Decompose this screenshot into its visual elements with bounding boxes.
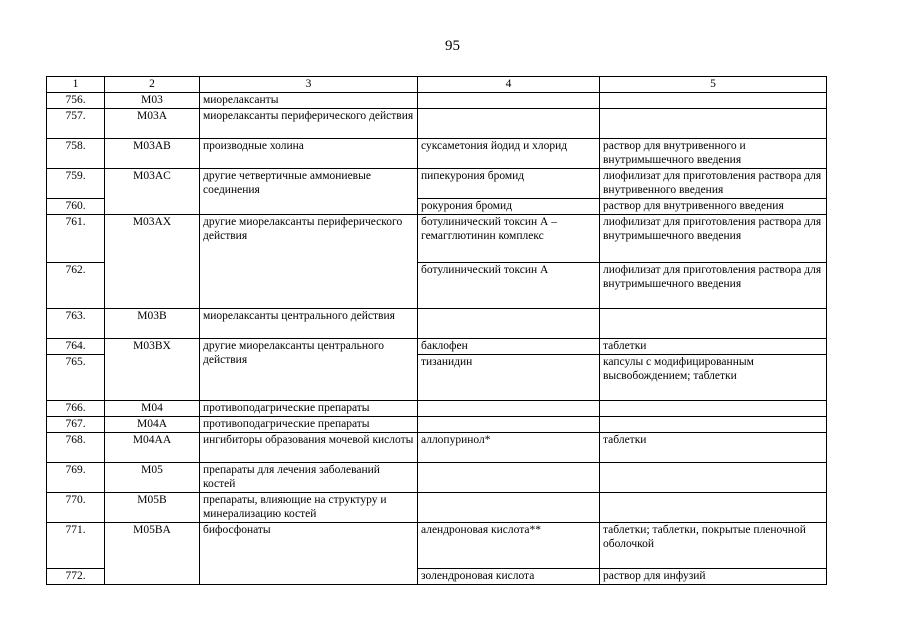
- row-number: 765.: [47, 355, 105, 401]
- table-row: [47, 109, 827, 139]
- row-number: 757.: [47, 109, 105, 139]
- row-number: 772.: [47, 569, 105, 585]
- table-row: [47, 401, 827, 417]
- dosage-form: раствор для инфузий: [600, 569, 827, 585]
- row-number: 758.: [47, 139, 105, 169]
- dosage-form: [600, 417, 827, 433]
- drug-name: [418, 493, 600, 523]
- group-name: ингибиторы образования мочевой кислоты: [200, 433, 418, 463]
- drug-name: [418, 401, 600, 417]
- row-number: 761.: [47, 215, 105, 263]
- atc-code: M03A: [105, 109, 200, 139]
- atc-code: M05B: [105, 493, 200, 523]
- atc-code: M04: [105, 401, 200, 417]
- dosage-form: таблетки: [600, 339, 827, 355]
- dosage-form: [600, 309, 827, 339]
- atc-code: M04A: [105, 417, 200, 433]
- drug-name: [418, 463, 600, 493]
- drug-name: алендроновая кислота**: [418, 523, 600, 569]
- table-row: [47, 169, 827, 199]
- group-name: другие миорелаксанты центрального действия: [200, 339, 418, 401]
- column-header: 2: [105, 77, 200, 93]
- dosage-form: [600, 463, 827, 493]
- row-number: 759.: [47, 169, 105, 199]
- row-number: 771.: [47, 523, 105, 569]
- row-number: 766.: [47, 401, 105, 417]
- drug-name: ботулинический токсин А: [418, 263, 600, 309]
- drug-name: [418, 109, 600, 139]
- group-name: другие миорелаксанты периферического действия: [200, 215, 418, 309]
- table-row: [47, 339, 827, 355]
- table-row: [47, 433, 827, 463]
- table-header-row: [47, 77, 827, 93]
- drug-name: [418, 93, 600, 109]
- group-name: миорелаксанты центрального действия: [200, 309, 418, 339]
- dosage-form: [600, 401, 827, 417]
- group-name: противоподагрические препараты: [200, 401, 418, 417]
- drug-name: рокурония бромид: [418, 199, 600, 215]
- drug-name: баклофен: [418, 339, 600, 355]
- row-number: 760.: [47, 199, 105, 215]
- drug-name: суксаметония йодид и хлорид: [418, 139, 600, 169]
- column-header: 3: [200, 77, 418, 93]
- column-header: 1: [47, 77, 105, 93]
- drug-name: [418, 309, 600, 339]
- table-row: [47, 493, 827, 523]
- table-row: [47, 139, 827, 169]
- table-row: [47, 463, 827, 493]
- group-name: препараты, влияющие на структуру и минерализацию костей: [200, 493, 418, 523]
- group-name: препараты для лечения заболеваний костей: [200, 463, 418, 493]
- row-number: 763.: [47, 309, 105, 339]
- dosage-form: [600, 93, 827, 109]
- page-number: 95: [445, 38, 460, 54]
- dosage-form: раствор для внутривенного введения: [600, 199, 827, 215]
- group-name: другие четвертичные аммониевые соединения: [200, 169, 418, 215]
- dosage-form: таблетки; таблетки, покрытые пленочной оболочкой: [600, 523, 827, 569]
- row-number: 768.: [47, 433, 105, 463]
- dosage-form: лиофилизат для приготовления раствора для внутримышечного введения: [600, 215, 827, 263]
- atc-code: M04AA: [105, 433, 200, 463]
- drug-name: ботулинический токсин А – гемагглютинин комплекс: [418, 215, 600, 263]
- column-header: 5: [600, 77, 827, 93]
- atc-code: M05BA: [105, 523, 200, 585]
- group-name: противоподагрические препараты: [200, 417, 418, 433]
- group-name: производные холина: [200, 139, 418, 169]
- row-number: 769.: [47, 463, 105, 493]
- atc-code: M03AC: [105, 169, 200, 215]
- column-header: 4: [418, 77, 600, 93]
- drug-name: тизанидин: [418, 355, 600, 401]
- dosage-form: лиофилизат для приготовления раствора для внутримышечного введения: [600, 263, 827, 309]
- drug-name: [418, 417, 600, 433]
- drug-name: золендроновая кислота: [418, 569, 600, 585]
- dosage-form: раствор для внутривенного и внутримышечного введения: [600, 139, 827, 169]
- table-row: [47, 417, 827, 433]
- atc-code: M03: [105, 93, 200, 109]
- drug-name: пипекурония бромид: [418, 169, 600, 199]
- table-row: [47, 93, 827, 109]
- atc-code: M03AB: [105, 139, 200, 169]
- table-row: [47, 523, 827, 569]
- dosage-form: [600, 493, 827, 523]
- atc-code: M03B: [105, 309, 200, 339]
- atc-code: M05: [105, 463, 200, 493]
- row-number: 756.: [47, 93, 105, 109]
- table-row: [47, 215, 827, 263]
- group-name: миорелаксанты: [200, 93, 418, 109]
- atc-code: M03AX: [105, 215, 200, 309]
- group-name: бифосфонаты: [200, 523, 418, 585]
- drug-name: аллопуринол*: [418, 433, 600, 463]
- table-row: [47, 309, 827, 339]
- drug-table: [46, 76, 827, 585]
- atc-code: M03BX: [105, 339, 200, 401]
- row-number: 767.: [47, 417, 105, 433]
- dosage-form: [600, 109, 827, 139]
- row-number: 764.: [47, 339, 105, 355]
- dosage-form: капсулы с модифицированным высвобождением; таблетки: [600, 355, 827, 401]
- row-number: 762.: [47, 263, 105, 309]
- dosage-form: лиофилизат для приготовления раствора для внутривенного введения: [600, 169, 827, 199]
- row-number: 770.: [47, 493, 105, 523]
- group-name: миорелаксанты периферического действия: [200, 109, 418, 139]
- dosage-form: таблетки: [600, 433, 827, 463]
